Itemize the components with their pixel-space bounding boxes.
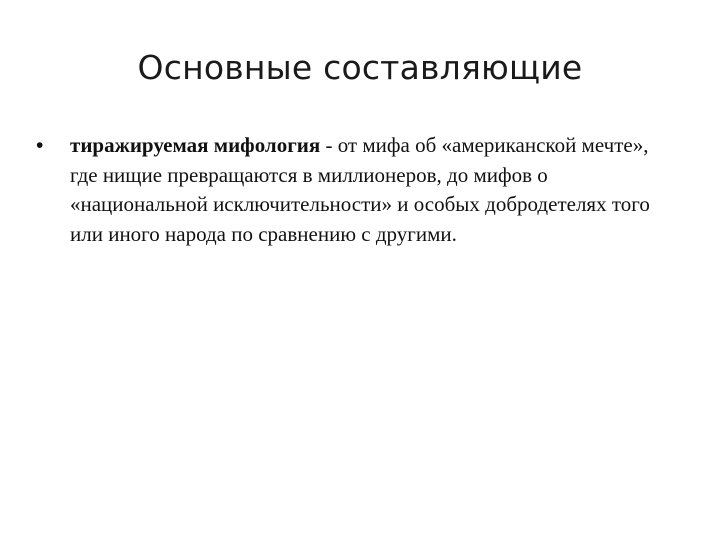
bullet-term: тиражируемая мифология <box>70 133 321 157</box>
slide-title: Основные составляющие <box>137 48 583 87</box>
bullet-text: - от мифа об «американской мечте», где нищие превращаются в миллионеров, до мифов о «национальной исключительности» и особых добродетелях того или иного народа по сравнению с другими. <box>70 133 650 246</box>
slide-content <box>36 131 676 249</box>
bullet-item <box>36 131 676 249</box>
bullet-marker: • <box>36 134 44 157</box>
